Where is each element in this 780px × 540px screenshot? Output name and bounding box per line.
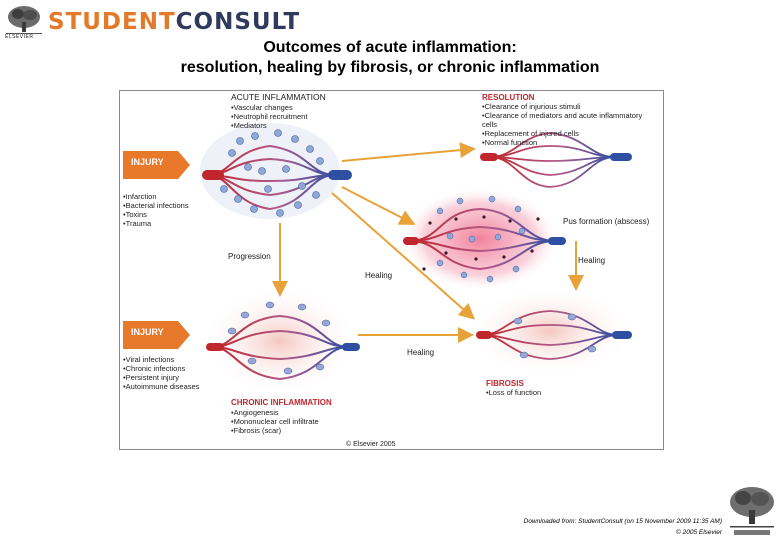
- injury-top-item: • Infarction: [123, 192, 189, 201]
- chronic-item: • Fibrosis (scar): [231, 426, 319, 435]
- arrow-to-abscess: [342, 187, 412, 223]
- acute-inflammation-heading: ACUTE INFLAMMATION: [231, 92, 326, 102]
- progression-label: Progression: [228, 252, 271, 261]
- acute-item: • Neutrophil recruitment: [231, 112, 307, 121]
- injury-bottom-list: [123, 355, 199, 391]
- injury-bottom-item: • Autoimmune diseases: [123, 382, 199, 391]
- injury-bottom-item: • Viral infections: [123, 355, 199, 364]
- logo-consult: CONSULT: [175, 9, 301, 35]
- title-line-2: resolution, healing by fibrosis, or chronic inflammation: [180, 59, 600, 76]
- acute-item: • Vascular changes: [231, 103, 307, 112]
- injury-top-item: • Bacterial infections: [123, 201, 189, 210]
- chronic-item: • Mononuclear cell infiltrate: [231, 417, 319, 426]
- fibrosis-heading: FIBROSIS: [486, 379, 524, 388]
- abscess-label: Pus formation (abscess): [563, 217, 650, 226]
- injury-top-item: • Toxins: [123, 210, 189, 219]
- injury-top-item: • Trauma: [123, 219, 189, 228]
- injury-top-list: [123, 192, 189, 228]
- fibrosis-list: [486, 388, 541, 397]
- acute-inflammation-vessels: [200, 123, 352, 219]
- fibrosis-item: • Loss of function: [486, 388, 541, 397]
- healing-label-right: Healing: [578, 256, 606, 265]
- resolution-item: • Clearance of mediators and acute inflammatory cells: [482, 111, 658, 129]
- elsevier-wordmark: ELSEVIER: [5, 34, 34, 40]
- elsevier-tree-logo-icon: [726, 484, 778, 538]
- page-title: [0, 38, 780, 78]
- injury-badge-bottom: INJURY: [131, 327, 164, 337]
- inflammation-outcomes-figure: [119, 90, 664, 450]
- fibrosis-vessels: [465, 286, 635, 376]
- resolution-item: • Normal function: [482, 138, 658, 147]
- chronic-inflammation-list: [231, 408, 319, 435]
- student-consult-wordmark: [48, 9, 300, 35]
- chronic-inflammation-heading: CHRONIC INFLAMMATION: [231, 398, 332, 407]
- acute-item: • Mediators: [231, 121, 307, 130]
- chronic-item: • Angiogenesis: [231, 408, 319, 417]
- resolution-item: • Replacement of injured cells: [482, 129, 658, 138]
- healing-label-bottom: Healing: [407, 348, 435, 357]
- resolution-item: • Clearance of injurious stimuli: [482, 102, 658, 111]
- student-consult-logo: [4, 4, 301, 40]
- resolution-list: [482, 102, 658, 147]
- logo-student: STUDENT: [48, 9, 176, 35]
- resolution-heading: RESOLUTION: [482, 93, 535, 102]
- injury-badge-top: INJURY: [131, 157, 164, 167]
- figure-copyright: © Elsevier 2005: [346, 441, 396, 448]
- title-line-1: Outcomes of acute inflammation:: [263, 39, 517, 56]
- injury-bottom-item: • Persistent injury: [123, 373, 199, 382]
- arrow-to-resolution: [342, 149, 472, 161]
- injury-bottom-item: • Chronic infections: [123, 364, 199, 373]
- acute-inflammation-list: [231, 103, 307, 130]
- chronic-inflammation-vessels: [200, 286, 360, 396]
- download-notice: Downloaded from: StudentConsult (on 15 November 2009 11:35 AM): [523, 518, 722, 525]
- healing-label-middle: Healing: [365, 271, 393, 280]
- footer-copyright: © 2005 Elsevier: [676, 529, 722, 536]
